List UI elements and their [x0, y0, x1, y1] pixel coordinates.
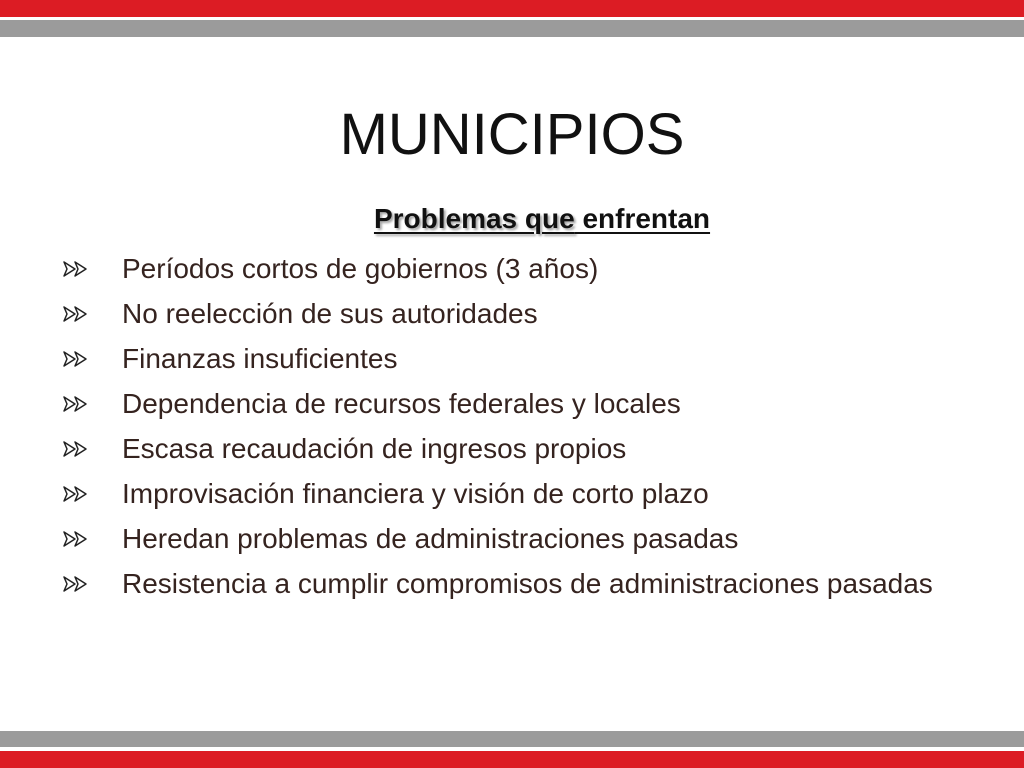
subtitle-shadowed-part: Problemas que — [373, 203, 575, 234]
bullet-text: Improvisación financiera y visión de corto plazo — [122, 478, 709, 509]
slide-title: MUNICIPIOS — [339, 101, 685, 167]
bottom-red-band — [0, 751, 1024, 768]
bullet-text: No reelección de sus autoridades — [122, 298, 538, 329]
arrow-bullet-icon — [62, 485, 88, 503]
subtitle-plain-part: enfrentan — [574, 203, 711, 234]
arrow-bullet-icon — [62, 440, 88, 458]
arrow-bullet-icon — [62, 260, 88, 278]
slide-subtitle — [0, 201, 1024, 237]
bullet-text: Heredan problemas de administraciones pasadas — [122, 523, 739, 554]
list-item — [58, 296, 998, 332]
arrow-bullet-icon — [62, 350, 88, 368]
arrow-bullet-icon — [62, 575, 88, 593]
bullet-text: Finanzas insuficientes — [122, 343, 398, 374]
list-item — [58, 521, 998, 557]
list-item — [58, 566, 998, 602]
top-gray-band — [0, 20, 1024, 37]
top-red-band — [0, 0, 1024, 17]
bullet-text: Escasa recaudación de ingresos propios — [122, 433, 627, 464]
list-item — [58, 341, 998, 377]
list-item — [58, 476, 998, 512]
arrow-bullet-icon — [62, 530, 88, 548]
list-item — [58, 251, 998, 287]
bullet-list — [58, 251, 998, 611]
list-item — [58, 431, 998, 467]
bullet-text: Resistencia a cumplir compromisos de administraciones pasadas — [122, 568, 933, 599]
arrow-bullet-icon — [62, 395, 88, 413]
bullet-text: Dependencia de recursos federales y locales — [122, 388, 681, 419]
arrow-bullet-icon — [62, 305, 88, 323]
bottom-gray-band — [0, 731, 1024, 747]
list-item — [58, 386, 998, 422]
bullet-text: Períodos cortos de gobiernos (3 años) — [122, 253, 599, 284]
